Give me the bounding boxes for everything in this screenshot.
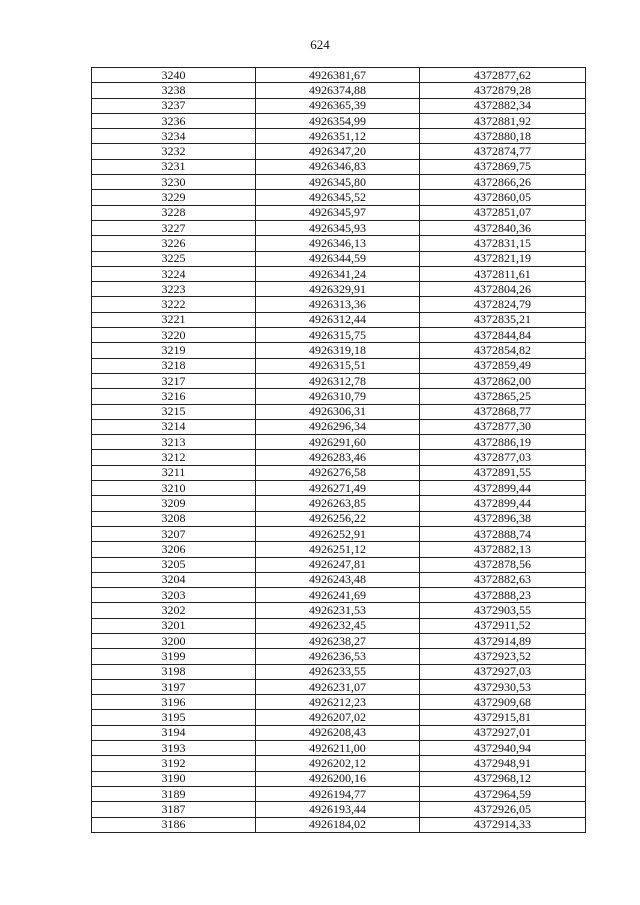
x-coordinate-cell: 4926241,69 [256, 588, 420, 603]
x-coordinate-cell: 4926193,44 [256, 802, 420, 817]
point-number-cell: 3187 [92, 802, 256, 817]
x-coordinate-cell: 4926345,80 [256, 175, 420, 190]
point-number-cell: 3197 [92, 679, 256, 694]
point-number-cell: 3236 [92, 113, 256, 128]
table-row [92, 710, 586, 725]
table-row [92, 450, 586, 465]
table-row [92, 297, 586, 312]
y-coordinate-cell: 4372882,34 [420, 98, 586, 113]
y-coordinate-cell: 4372821,19 [420, 251, 586, 266]
point-number-cell: 3201 [92, 618, 256, 633]
table-row [92, 205, 586, 220]
point-number-cell: 3208 [92, 511, 256, 526]
table-row [92, 358, 586, 373]
y-coordinate-cell: 4372879,28 [420, 83, 586, 98]
x-coordinate-cell: 4926312,78 [256, 373, 420, 388]
x-coordinate-cell: 4926283,46 [256, 450, 420, 465]
table-row [92, 465, 586, 480]
point-number-cell: 3223 [92, 282, 256, 297]
point-number-cell: 3227 [92, 220, 256, 235]
point-number-cell: 3240 [92, 68, 256, 83]
y-coordinate-cell: 4372891,55 [420, 465, 586, 480]
point-number-cell: 3192 [92, 756, 256, 771]
y-coordinate-cell: 4372851,07 [420, 205, 586, 220]
table-row [92, 557, 586, 572]
x-coordinate-cell: 4926312,44 [256, 312, 420, 327]
table-row [92, 511, 586, 526]
x-coordinate-cell: 4926345,97 [256, 205, 420, 220]
point-number-cell: 3237 [92, 98, 256, 113]
point-number-cell: 3222 [92, 297, 256, 312]
y-coordinate-cell: 4372804,26 [420, 282, 586, 297]
point-number-cell: 3232 [92, 144, 256, 159]
x-coordinate-cell: 4926306,31 [256, 404, 420, 419]
table-row [92, 756, 586, 771]
table-row [92, 113, 586, 128]
x-coordinate-cell: 4926329,91 [256, 282, 420, 297]
point-number-cell: 3215 [92, 404, 256, 419]
point-number-cell: 3207 [92, 526, 256, 541]
table-row [92, 786, 586, 801]
table-row [92, 664, 586, 679]
y-coordinate-cell: 4372903,55 [420, 603, 586, 618]
y-coordinate-cell: 4372865,25 [420, 389, 586, 404]
x-coordinate-cell: 4926256,22 [256, 511, 420, 526]
y-coordinate-cell: 4372926,05 [420, 802, 586, 817]
point-number-cell: 3205 [92, 557, 256, 572]
y-coordinate-cell: 4372877,62 [420, 68, 586, 83]
x-coordinate-cell: 4926313,36 [256, 297, 420, 312]
x-coordinate-cell: 4926310,79 [256, 389, 420, 404]
table-row [92, 236, 586, 251]
y-coordinate-cell: 4372909,68 [420, 695, 586, 710]
point-number-cell: 3196 [92, 695, 256, 710]
point-number-cell: 3221 [92, 312, 256, 327]
table-row [92, 83, 586, 98]
point-number-cell: 3226 [92, 236, 256, 251]
point-number-cell: 3224 [92, 266, 256, 281]
y-coordinate-cell: 4372964,59 [420, 786, 586, 801]
x-coordinate-cell: 4926231,53 [256, 603, 420, 618]
y-coordinate-cell: 4372882,63 [420, 572, 586, 587]
x-coordinate-cell: 4926232,45 [256, 618, 420, 633]
x-coordinate-cell: 4926236,53 [256, 649, 420, 664]
table-row [92, 817, 586, 832]
point-number-cell: 3238 [92, 83, 256, 98]
y-coordinate-cell: 4372882,13 [420, 542, 586, 557]
table-row [92, 373, 586, 388]
point-number-cell: 3190 [92, 771, 256, 786]
x-coordinate-cell: 4926381,67 [256, 68, 420, 83]
x-coordinate-cell: 4926207,02 [256, 710, 420, 725]
y-coordinate-cell: 4372868,77 [420, 404, 586, 419]
table-row [92, 419, 586, 434]
x-coordinate-cell: 4926271,49 [256, 481, 420, 496]
y-coordinate-cell: 4372886,19 [420, 435, 586, 450]
y-coordinate-cell: 4372840,36 [420, 220, 586, 235]
y-coordinate-cell: 4372854,82 [420, 343, 586, 358]
y-coordinate-cell: 4372811,61 [420, 266, 586, 281]
x-coordinate-cell: 4926263,85 [256, 496, 420, 511]
y-coordinate-cell: 4372948,91 [420, 756, 586, 771]
point-number-cell: 3198 [92, 664, 256, 679]
y-coordinate-cell: 4372896,38 [420, 511, 586, 526]
page-number: 624 [310, 37, 330, 52]
point-number-cell: 3195 [92, 710, 256, 725]
table-body [92, 68, 586, 833]
coordinates-table [91, 67, 586, 833]
x-coordinate-cell: 4926211,00 [256, 741, 420, 756]
point-number-cell: 3209 [92, 496, 256, 511]
point-number-cell: 3225 [92, 251, 256, 266]
x-coordinate-cell: 4926252,91 [256, 526, 420, 541]
y-coordinate-cell: 4372927,01 [420, 725, 586, 740]
point-number-cell: 3213 [92, 435, 256, 450]
point-number-cell: 3234 [92, 129, 256, 144]
point-number-cell: 3228 [92, 205, 256, 220]
table-row [92, 282, 586, 297]
table-row [92, 603, 586, 618]
x-coordinate-cell: 4926354,99 [256, 113, 420, 128]
table-row [92, 725, 586, 740]
y-coordinate-cell: 4372869,75 [420, 159, 586, 174]
x-coordinate-cell: 4926315,51 [256, 358, 420, 373]
table-row [92, 679, 586, 694]
point-number-cell: 3204 [92, 572, 256, 587]
x-coordinate-cell: 4926344,59 [256, 251, 420, 266]
y-coordinate-cell: 4372835,21 [420, 312, 586, 327]
y-coordinate-cell: 4372923,52 [420, 649, 586, 664]
x-coordinate-cell: 4926200,16 [256, 771, 420, 786]
table-row [92, 618, 586, 633]
table-row [92, 588, 586, 603]
table-row [92, 695, 586, 710]
x-coordinate-cell: 4926345,52 [256, 190, 420, 205]
y-coordinate-cell: 4372880,18 [420, 129, 586, 144]
table-row [92, 98, 586, 113]
point-number-cell: 3214 [92, 419, 256, 434]
x-coordinate-cell: 4926276,58 [256, 465, 420, 480]
table-row [92, 68, 586, 83]
y-coordinate-cell: 4372844,84 [420, 328, 586, 343]
table-row [92, 129, 586, 144]
point-number-cell: 3200 [92, 633, 256, 648]
table-row [92, 435, 586, 450]
point-number-cell: 3193 [92, 741, 256, 756]
point-number-cell: 3231 [92, 159, 256, 174]
x-coordinate-cell: 4926351,12 [256, 129, 420, 144]
y-coordinate-cell: 4372877,03 [420, 450, 586, 465]
y-coordinate-cell: 4372914,89 [420, 633, 586, 648]
y-coordinate-cell: 4372831,15 [420, 236, 586, 251]
y-coordinate-cell: 4372878,56 [420, 557, 586, 572]
x-coordinate-cell: 4926212,23 [256, 695, 420, 710]
y-coordinate-cell: 4372888,74 [420, 526, 586, 541]
x-coordinate-cell: 4926208,43 [256, 725, 420, 740]
table-row [92, 741, 586, 756]
x-coordinate-cell: 4926374,88 [256, 83, 420, 98]
y-coordinate-cell: 4372968,12 [420, 771, 586, 786]
point-number-cell: 3218 [92, 358, 256, 373]
table-row [92, 481, 586, 496]
point-number-cell: 3206 [92, 542, 256, 557]
table-row [92, 404, 586, 419]
table-row [92, 328, 586, 343]
x-coordinate-cell: 4926251,12 [256, 542, 420, 557]
table-row [92, 496, 586, 511]
point-number-cell: 3210 [92, 481, 256, 496]
table-row [92, 175, 586, 190]
y-coordinate-cell: 4372874,77 [420, 144, 586, 159]
table-row [92, 389, 586, 404]
point-number-cell: 3230 [92, 175, 256, 190]
x-coordinate-cell: 4926184,02 [256, 817, 420, 832]
table-row [92, 144, 586, 159]
point-number-cell: 3219 [92, 343, 256, 358]
table-row [92, 633, 586, 648]
y-coordinate-cell: 4372911,52 [420, 618, 586, 633]
table-row [92, 802, 586, 817]
point-number-cell: 3217 [92, 373, 256, 388]
y-coordinate-cell: 4372860,05 [420, 190, 586, 205]
x-coordinate-cell: 4926247,81 [256, 557, 420, 572]
y-coordinate-cell: 4372877,30 [420, 419, 586, 434]
x-coordinate-cell: 4926243,48 [256, 572, 420, 587]
table-row [92, 649, 586, 664]
point-number-cell: 3229 [92, 190, 256, 205]
y-coordinate-cell: 4372859,49 [420, 358, 586, 373]
y-coordinate-cell: 4372915,81 [420, 710, 586, 725]
x-coordinate-cell: 4926365,39 [256, 98, 420, 113]
point-number-cell: 3220 [92, 328, 256, 343]
x-coordinate-cell: 4926319,18 [256, 343, 420, 358]
y-coordinate-cell: 4372888,23 [420, 588, 586, 603]
y-coordinate-cell: 4372940,94 [420, 741, 586, 756]
y-coordinate-cell: 4372899,44 [420, 481, 586, 496]
x-coordinate-cell: 4926291,60 [256, 435, 420, 450]
point-number-cell: 3202 [92, 603, 256, 618]
table-row [92, 312, 586, 327]
x-coordinate-cell: 4926231,07 [256, 679, 420, 694]
x-coordinate-cell: 4926194,77 [256, 786, 420, 801]
point-number-cell: 3194 [92, 725, 256, 740]
point-number-cell: 3199 [92, 649, 256, 664]
y-coordinate-cell: 4372899,44 [420, 496, 586, 511]
table-row [92, 343, 586, 358]
y-coordinate-cell: 4372927,03 [420, 664, 586, 679]
x-coordinate-cell: 4926345,93 [256, 220, 420, 235]
x-coordinate-cell: 4926296,34 [256, 419, 420, 434]
x-coordinate-cell: 4926238,27 [256, 633, 420, 648]
point-number-cell: 3189 [92, 786, 256, 801]
x-coordinate-cell: 4926341,24 [256, 266, 420, 281]
x-coordinate-cell: 4926202,12 [256, 756, 420, 771]
y-coordinate-cell: 4372824,79 [420, 297, 586, 312]
table-row [92, 542, 586, 557]
y-coordinate-cell: 4372914,33 [420, 817, 586, 832]
table-row [92, 771, 586, 786]
table-row [92, 159, 586, 174]
table-row [92, 190, 586, 205]
table-row [92, 220, 586, 235]
point-number-cell: 3211 [92, 465, 256, 480]
x-coordinate-cell: 4926315,75 [256, 328, 420, 343]
x-coordinate-cell: 4926233,55 [256, 664, 420, 679]
point-number-cell: 3186 [92, 817, 256, 832]
x-coordinate-cell: 4926346,13 [256, 236, 420, 251]
y-coordinate-cell: 4372862,00 [420, 373, 586, 388]
y-coordinate-cell: 4372881,92 [420, 113, 586, 128]
x-coordinate-cell: 4926346,83 [256, 159, 420, 174]
point-number-cell: 3212 [92, 450, 256, 465]
table-row [92, 526, 586, 541]
table-row [92, 266, 586, 281]
x-coordinate-cell: 4926347,20 [256, 144, 420, 159]
point-number-cell: 3203 [92, 588, 256, 603]
y-coordinate-cell: 4372866,26 [420, 175, 586, 190]
table-row [92, 251, 586, 266]
point-number-cell: 3216 [92, 389, 256, 404]
y-coordinate-cell: 4372930,53 [420, 679, 586, 694]
table-row [92, 572, 586, 587]
